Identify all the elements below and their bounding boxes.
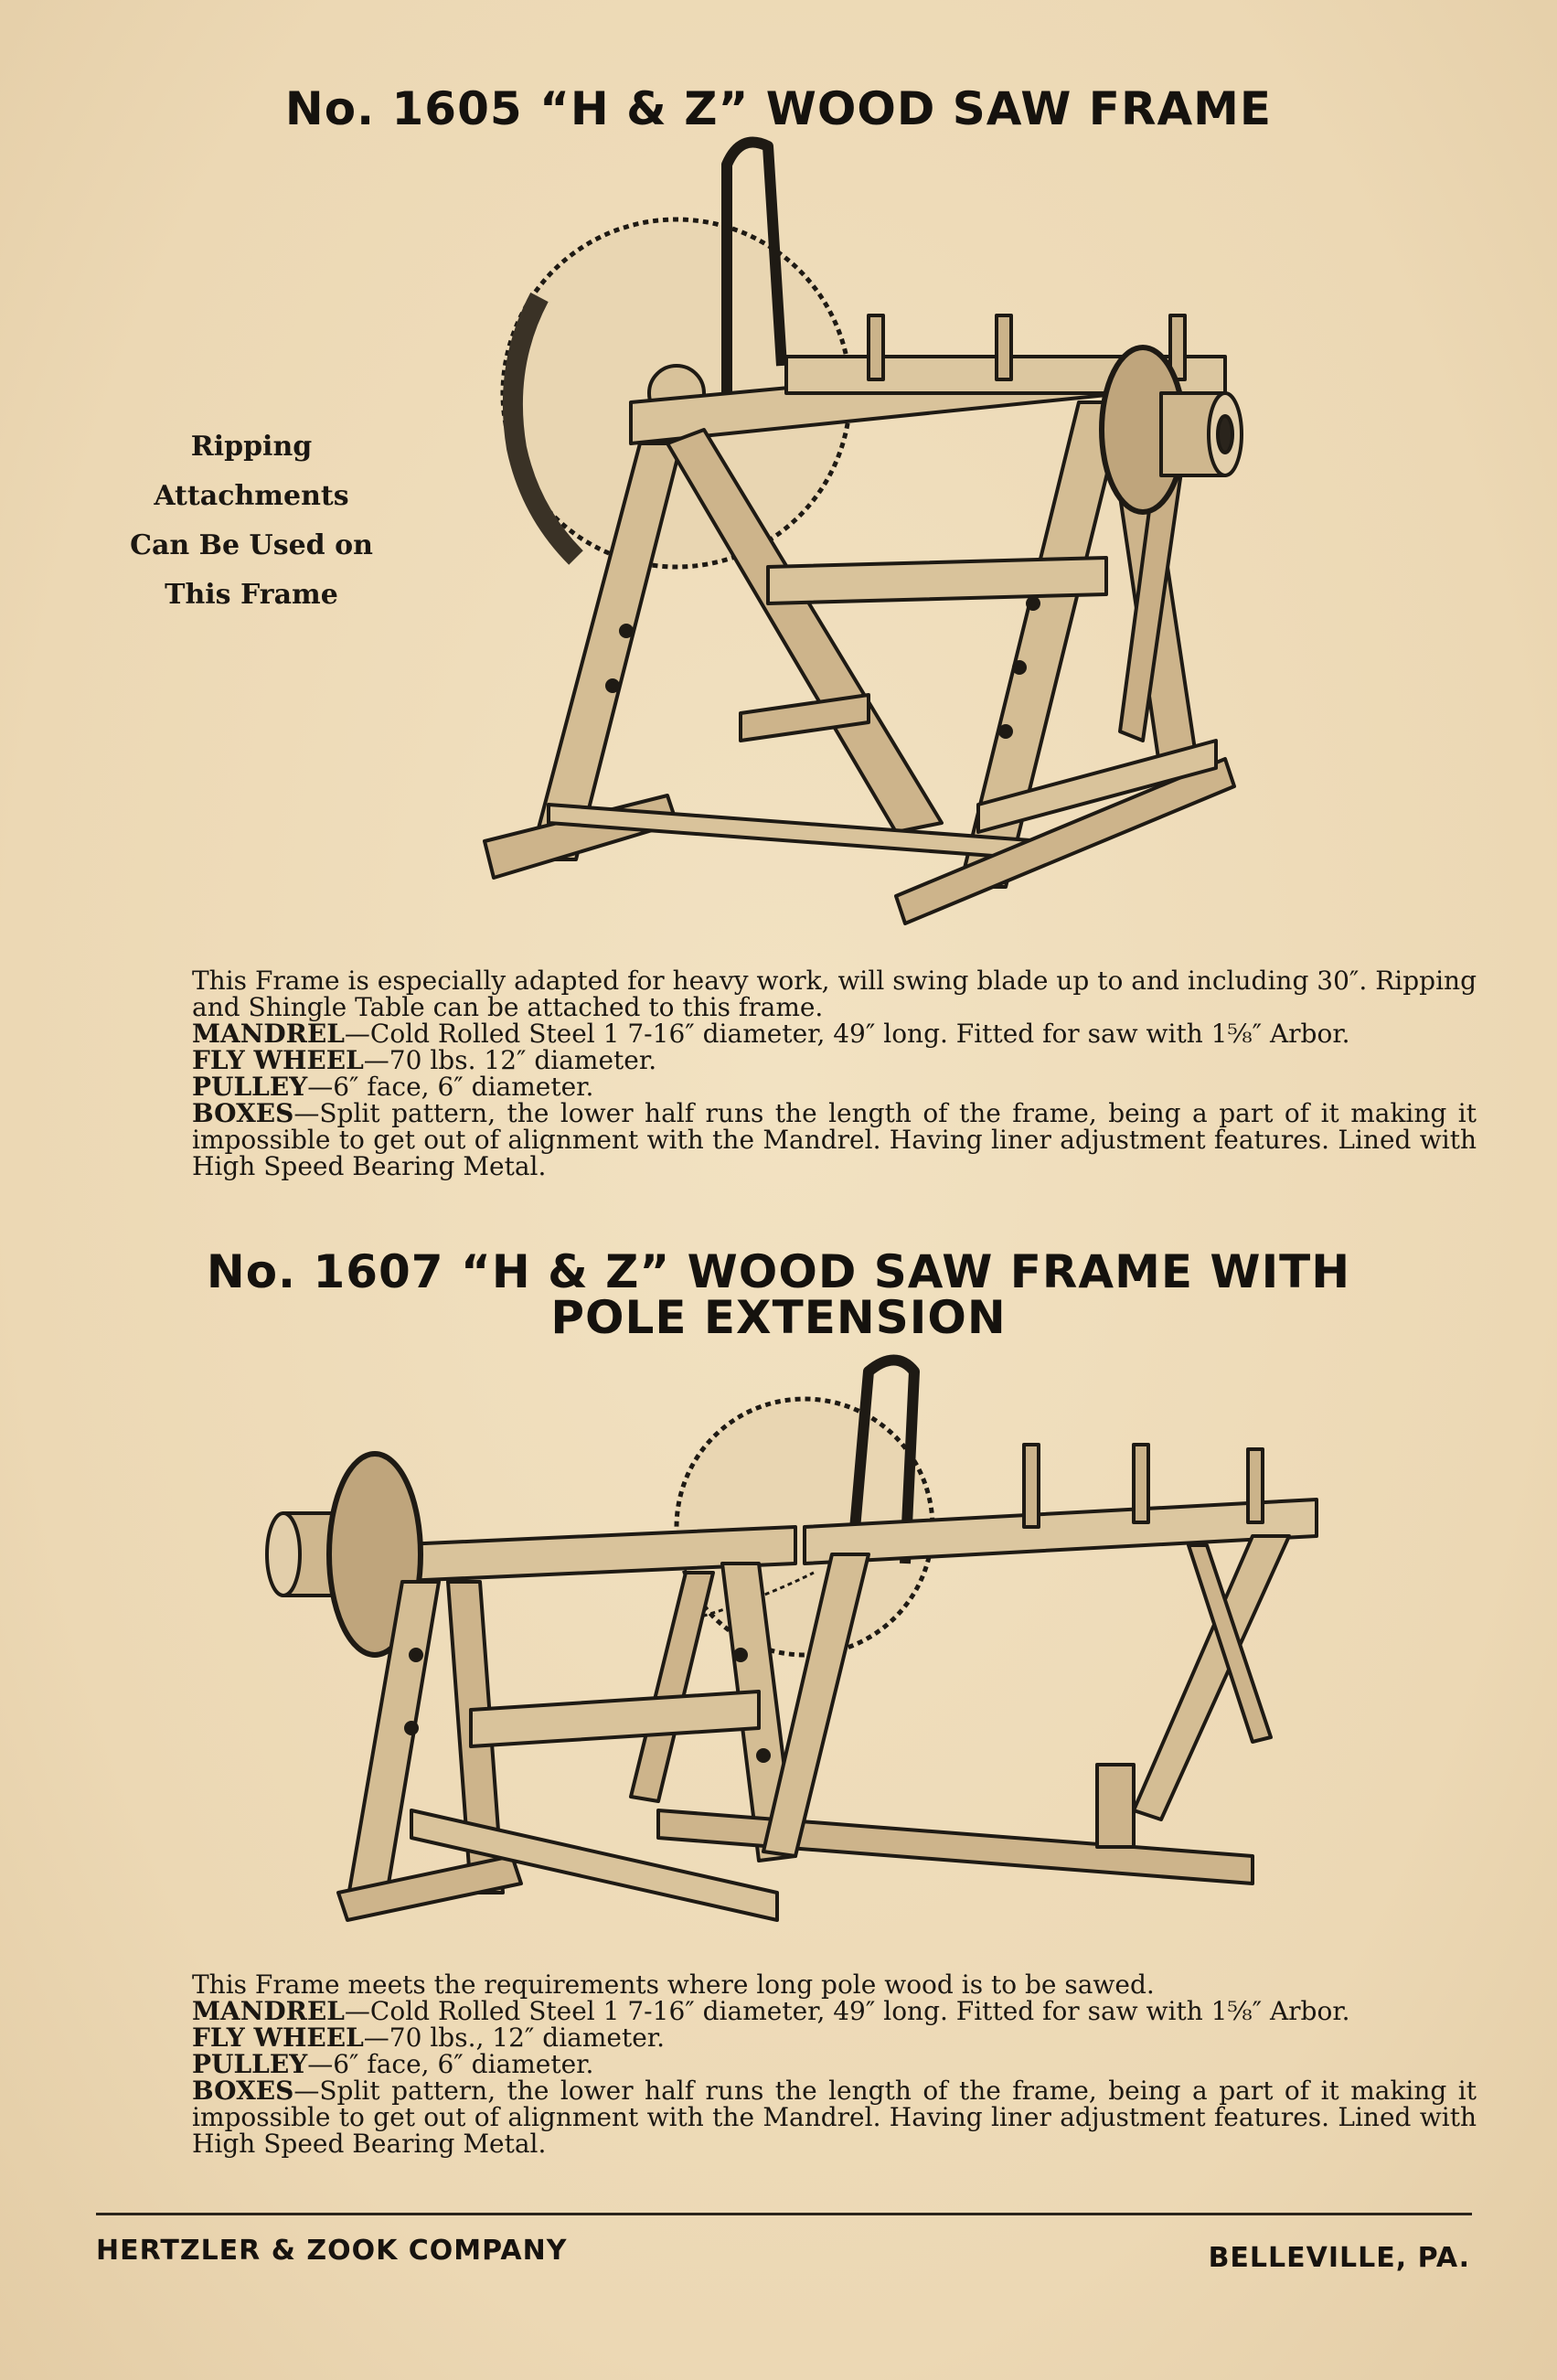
side-note-line: Attachments [154, 480, 349, 512]
side-note-line: Ripping [190, 431, 313, 463]
page-title-1607-line2: POLE EXTENSION [550, 1291, 1007, 1344]
wood-saw-frame-illustration [466, 128, 1289, 951]
spec-boxes [101, 1100, 1477, 1179]
side-note-line: Can Be Used on [130, 529, 373, 561]
side-note-line: This Frame [165, 579, 338, 611]
spec-text: —70 lbs., 12″ diameter. [363, 2022, 665, 2053]
spec-label: MANDREL [192, 1019, 345, 1049]
spec-label: PULLEY [192, 1072, 308, 1102]
spec-fly-wheel [101, 2024, 1477, 2051]
frame-1605-description [101, 967, 1477, 1179]
intro-paragraph: This Frame is especially adapted for heavy work, will swing blade up to and including 30″. Ripping and Shingle Table can be attached to this frame. [192, 966, 1477, 1022]
page-title-1605: No. 1605 “H & Z” WOOD SAW FRAME [284, 82, 1273, 135]
pole-extension-frame-illustration [265, 1344, 1326, 1966]
spec-text: —Cold Rolled Steel 1 7-16″ diameter, 49″ long. Fitted for saw with 1⅝″ Arbor. [344, 1996, 1350, 2026]
ripping-attachments-note [119, 422, 384, 620]
spec-label: MANDREL [192, 1996, 345, 2026]
spec-pulley [101, 2051, 1477, 2077]
spec-text: —Cold Rolled Steel 1 7-16″ diameter, 49″ long. Fitted for saw with 1⅝″ Arbor. [344, 1019, 1350, 1049]
spec-label: BOXES [192, 2076, 294, 2106]
frame-1607-description [101, 1971, 1477, 2157]
company-location: BELLEVILLE, PA. [1208, 2242, 1470, 2274]
spec-mandrel [101, 1998, 1477, 2024]
spec-text: —6″ face, 6″ diameter. [307, 1072, 594, 1102]
spec-mandrel [101, 1020, 1477, 1047]
spec-text: —70 lbs. 12″ diameter. [363, 1045, 657, 1075]
page-title-1607: No. 1607 “H & Z” WOOD SAW FRAME WITH [206, 1245, 1351, 1298]
spec-text: —Split pattern, the lower half runs the length of the frame, being a part of it making it impossible to get out of alignment with the Mandrel. Having liner adjustment features. Lined with High Speed Bearing Metal. [192, 2076, 1477, 2159]
footer-divider [96, 2213, 1472, 2215]
spec-label: PULLEY [192, 2049, 308, 2079]
spec-fly-wheel [101, 1047, 1477, 1073]
spec-text: —Split pattern, the lower half runs the length of the frame, being a part of it making it impossible to get out of alignment with the Mandrel. Having liner adjustment features. Lined with High Speed Bearing Metal. [192, 1098, 1477, 1181]
spec-boxes [101, 2077, 1477, 2157]
spec-pulley [101, 1073, 1477, 1100]
intro-paragraph: This Frame meets the requirements where long pole wood is to be sawed. [192, 1969, 1155, 2000]
spec-label: BOXES [192, 1098, 294, 1128]
spec-text: —6″ face, 6″ diameter. [307, 2049, 594, 2079]
spec-label: FLY WHEEL [192, 2022, 364, 2053]
company-name: HERTZLER & ZOOK COMPANY [96, 2235, 568, 2267]
spec-label: FLY WHEEL [192, 1045, 364, 1075]
